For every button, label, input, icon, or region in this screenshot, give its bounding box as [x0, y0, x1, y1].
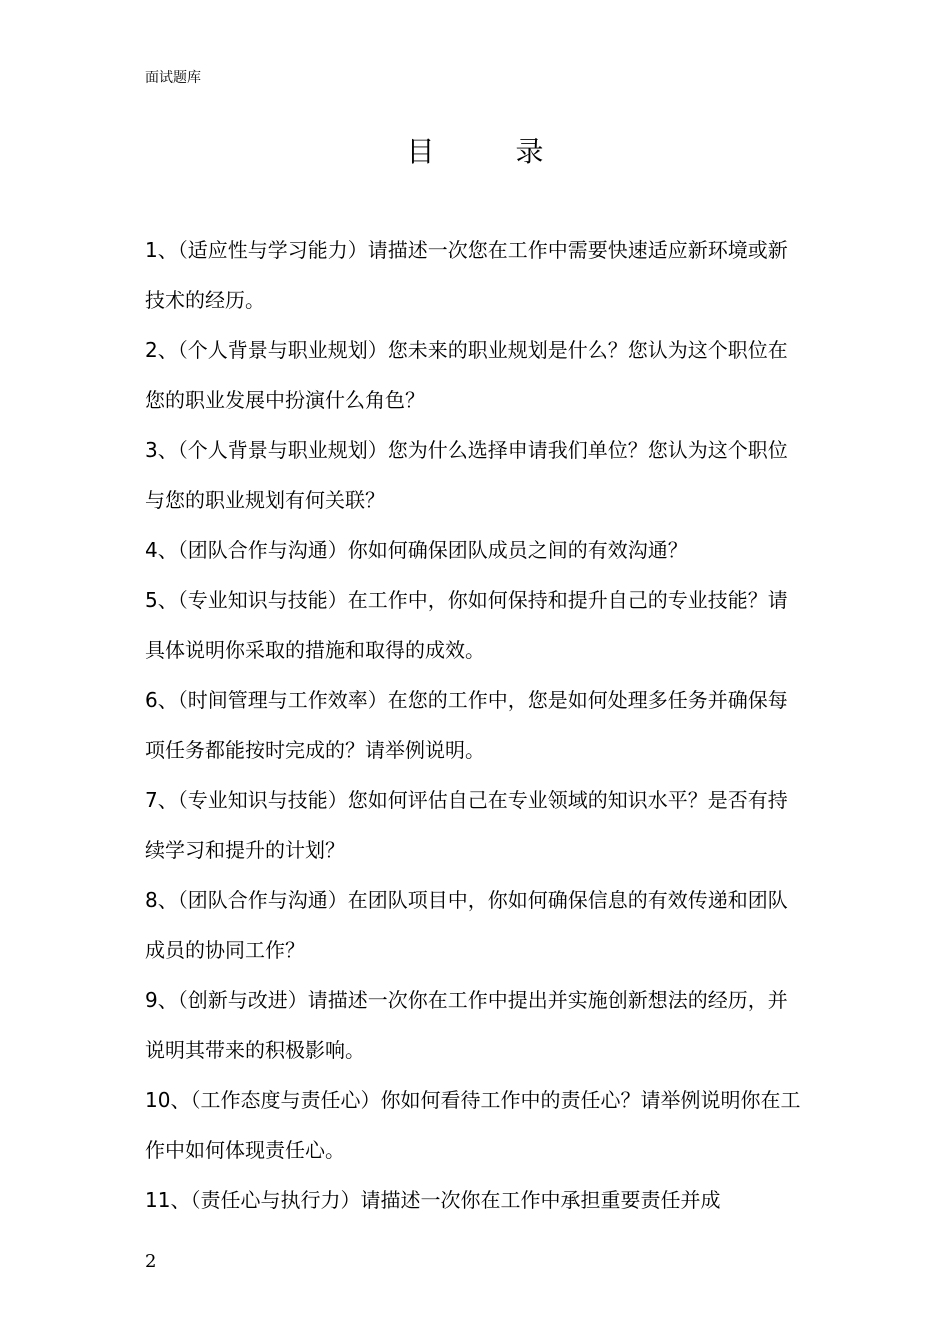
toc-item-4: 4、（团队合作与沟通）你如何确保团队成员之间的有效沟通？ — [145, 538, 688, 562]
toc-item-11: 11、（责任心与执行力）请描述一次你在工作中承担重要责任并成 — [145, 1188, 721, 1212]
toc-item-9: 9、（创新与改进）请描述一次你在工作中提出并实施创新想法的经历，并说明其带来的积极影响。 — [145, 988, 788, 1062]
toc-item-7: 7、（专业知识与技能）您如何评估自己在专业领域的知识水平？是否有持续学习和提升的计划？ — [145, 788, 788, 862]
toc-item-5: 5、（专业知识与技能）在工作中，你如何保持和提升自己的专业技能？请具体说明你采取的措施和取得的成效。 — [145, 588, 788, 662]
toc-item-3: 3、（个人背景与职业规划）您为什么选择申请我们单位？您认为这个职位与您的职业规划有何关联？ — [145, 438, 788, 512]
page-header: 面试题库 — [145, 70, 201, 86]
toc-item-6: 6、（时间管理与工作效率）在您的工作中，您是如何处理多任务并确保每项任务都能按时完成的？请举例说明。 — [145, 688, 788, 762]
toc-item-1: 1、（适应性与学习能力）请描述一次您在工作中需要快速适应新环境或新技术的经历。 — [145, 238, 788, 312]
table-of-contents — [145, 225, 807, 1225]
page-title: 目 录 — [406, 135, 580, 168]
toc-item-2: 2、（个人背景与职业规划）您未来的职业规划是什么？您认为这个职位在您的职业发展中扮演什么角色？ — [145, 338, 788, 412]
toc-item-8: 8、（团队合作与沟通）在团队项目中，你如何确保信息的有效传递和团队成员的协同工作？ — [145, 888, 788, 962]
toc-item-10: 10、（工作态度与责任心）你如何看待工作中的责任心？请举例说明你在工作中如何体现责任心。 — [145, 1088, 801, 1162]
page-number: 2 — [145, 1251, 157, 1272]
